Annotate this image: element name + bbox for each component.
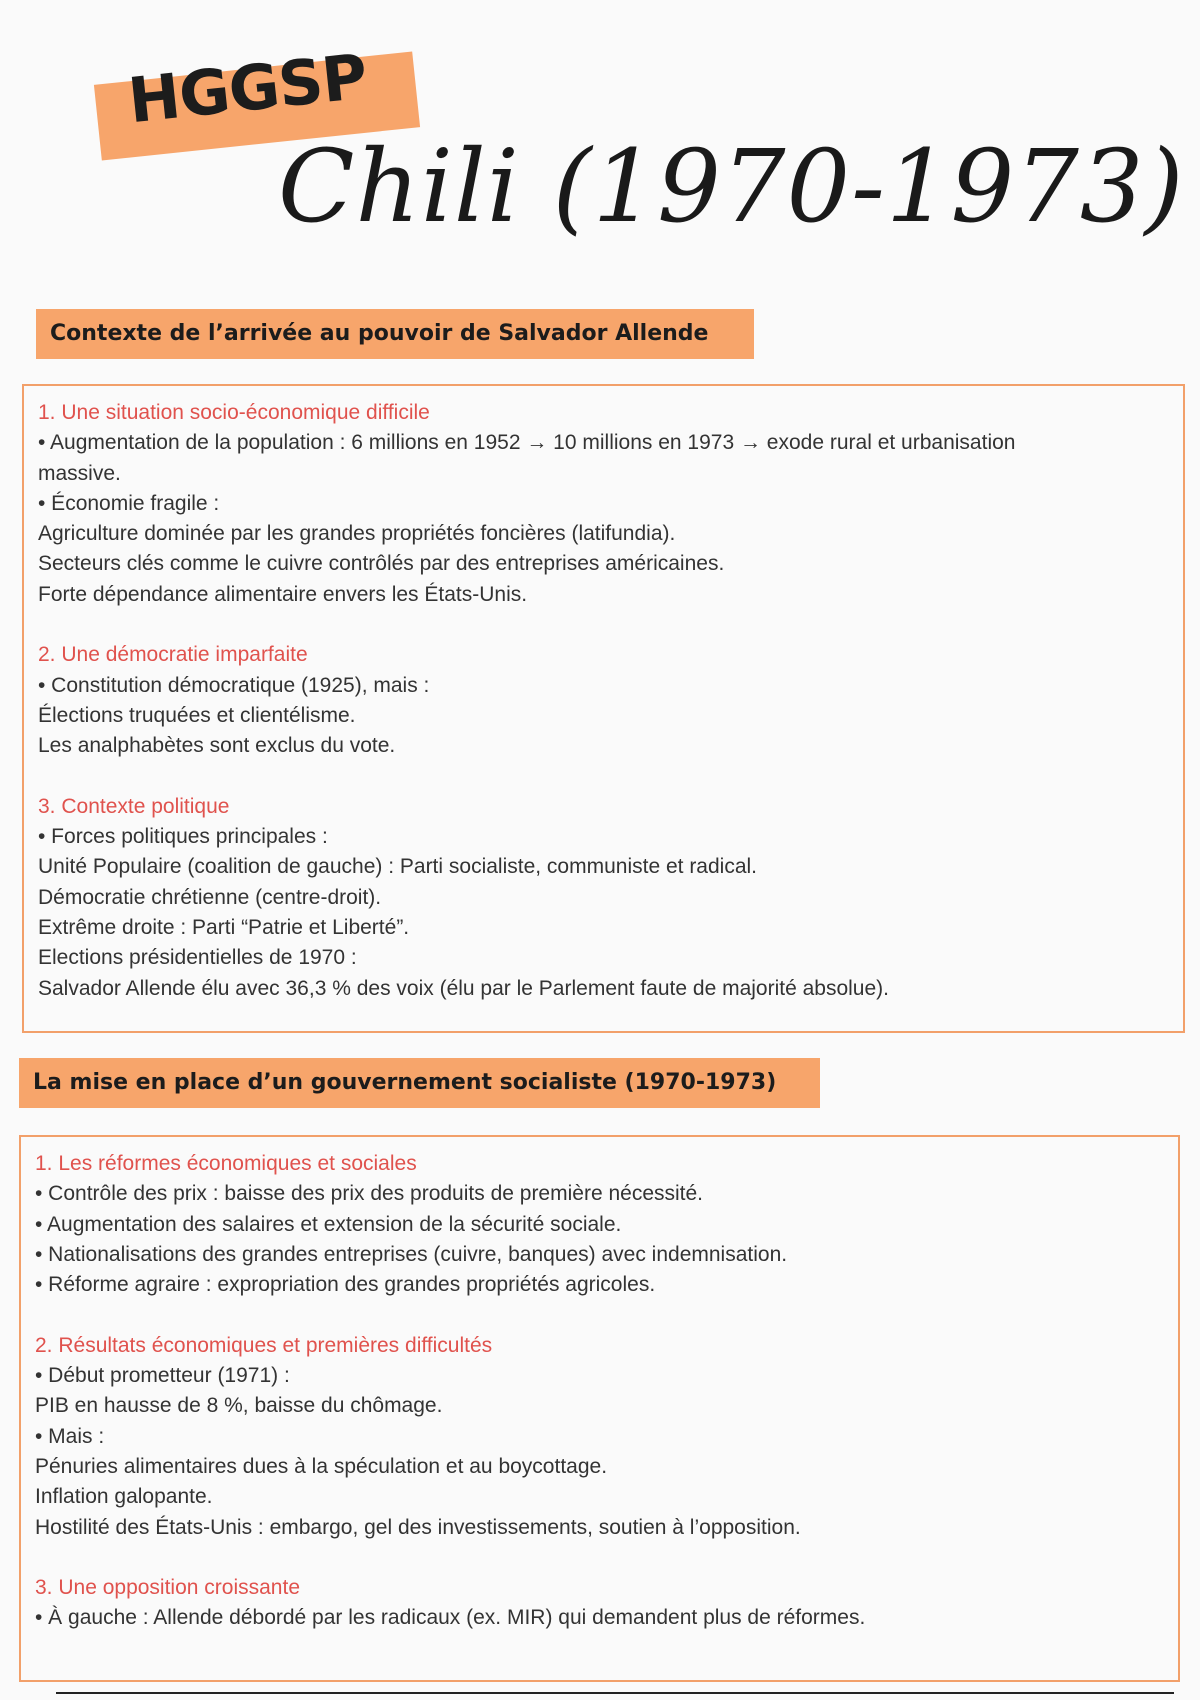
text-line: • Augmentation des salaires et extension de la sécurité sociale. (35, 1212, 622, 1236)
spacer (38, 762, 1169, 792)
section-header-context: Contexte de l’arrivée au pouvoir de Salvador Allende (36, 309, 754, 359)
text-line: massive. (38, 461, 121, 485)
text-line: • Constitution démocratique (1925), mais : (38, 673, 430, 697)
text-line: • Nationalisations des grandes entreprises (cuivre, banques) avec indemnisation. (35, 1242, 788, 1266)
text-line: Extrême droite : Parti “Patrie et Liberté”. (38, 916, 410, 940)
text-line: Forte dépendance alimentaire envers les États-Unis. (38, 582, 528, 606)
subheading: 2. Une démocratie imparfaite (38, 643, 308, 667)
subheading: 1. Les réformes économiques et sociales (35, 1152, 417, 1175)
text-line: • Réforme agraire : expropriation des grandes propriétés agricoles. (35, 1273, 656, 1297)
text-line: Agriculture dominée par les grandes propriétés foncières (latifundia). (38, 522, 676, 546)
text-line: Les analphabètes sont exclus du vote. (38, 734, 396, 758)
text-line: Unité Populaire (coalition de gauche) : Parti socialiste, communiste et radical. (38, 855, 758, 879)
text-line: Pénuries alimentaires dues à la spéculation et au boycottage. (35, 1454, 608, 1478)
section-box-government (19, 1135, 1180, 1682)
subheading: 2. Résultats économiques et premières difficultés (35, 1333, 493, 1357)
text-line: Démocratie chrétienne (centre-droit). (38, 885, 382, 909)
text-line: Élections truquées et clientélisme. (38, 703, 356, 727)
text-line: • Début prometteur (1971) : (35, 1364, 290, 1388)
text-line: • À gauche : Allende débordé par les radicaux (ex. MIR) qui demandent plus de réformes. (35, 1606, 866, 1630)
text-line: • Mais : (35, 1424, 105, 1448)
section-header-government: La mise en place d’un gouvernement socialiste (1970-1973) (19, 1058, 820, 1108)
text-line: • Augmentation de la population : 6 millions en 1952 → 10 millions en 1973 → exode rural et urbanisation (38, 431, 1016, 455)
divider (56, 1692, 1174, 1694)
text-line: Secteurs clés comme le cuivre contrôlés par des entreprises américaines. (38, 552, 725, 576)
section-box-context (22, 384, 1185, 1033)
text-line: PIB en hausse de 8 %, baisse du chômage. (35, 1394, 443, 1418)
text-line: • Forces politiques principales : (38, 825, 328, 849)
subheading: 3. Une opposition croissante (35, 1576, 300, 1600)
subheading: 1. Une situation socio-économique difficile (38, 401, 430, 424)
spacer (35, 1300, 1164, 1330)
text-line: • Économie fragile : (38, 491, 220, 515)
subheading: 3. Contexte politique (38, 794, 230, 818)
text-line: Salvador Allende élu avec 36,3 % des voix (élu par le Parlement faute de majorité absolue). (38, 976, 889, 1000)
text-line: Hostilité des États-Unis : embargo, gel des investissements, soutien à l’opposition. (35, 1515, 801, 1539)
subject-tag: HGGSP (124, 39, 370, 138)
spacer (35, 1543, 1164, 1573)
text-line: Inflation galopante. (35, 1485, 213, 1509)
page-title: Chili (1970-1973) (278, 128, 1185, 245)
text-line: • Contrôle des prix : baisse des prix des produits de première nécessité. (35, 1182, 704, 1206)
text-line: Elections présidentielles de 1970 : (38, 946, 357, 970)
spacer (38, 610, 1169, 640)
